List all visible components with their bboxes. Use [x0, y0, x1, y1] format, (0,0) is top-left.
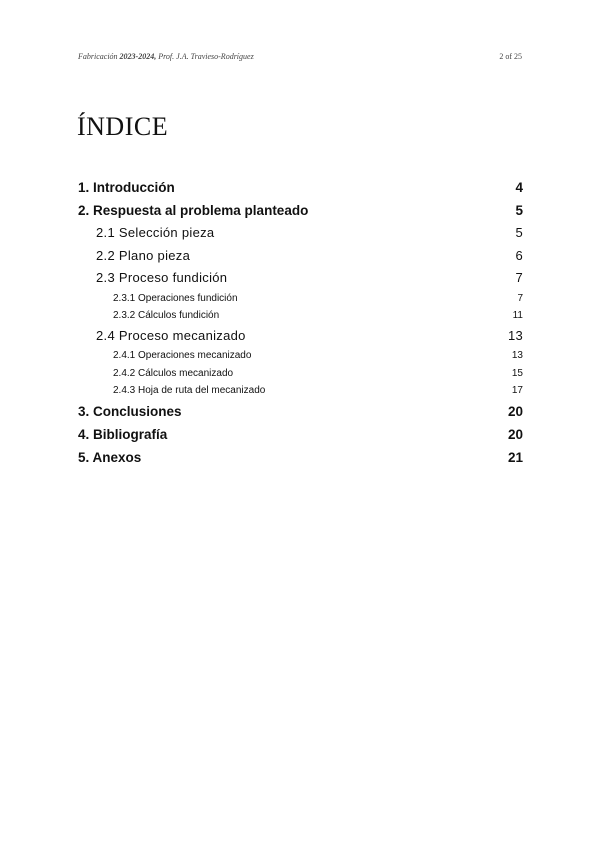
toc-entry-page: 20 [507, 426, 523, 442]
toc-entry-page: 6 [515, 247, 523, 263]
table-of-contents [78, 176, 523, 469]
toc-entry-label: 1. Introducción [78, 180, 175, 195]
header-professor: Prof. J.A. Travieso-Rodríguez [158, 52, 254, 61]
toc-entry-page: 13 [511, 350, 523, 361]
toc-entry-page: 5 [515, 203, 523, 218]
toc-entry-page: 5 [515, 225, 523, 240]
toc-entry-label: 2.4.3 Hoja de ruta del mecanizado [113, 385, 266, 396]
toc-entry-label: 2.4.1 Operaciones mecanizado [113, 350, 252, 361]
header-page-count: 2 of 25 [499, 52, 522, 61]
toc-entry-page: 15 [511, 367, 523, 379]
toc-entry[interactable] [78, 222, 523, 245]
toc-entry[interactable] [78, 290, 523, 308]
toc-entry-page: 7 [515, 270, 523, 285]
header-left [78, 52, 254, 61]
toc-entry-page: 4 [515, 180, 523, 195]
toc-entry[interactable] [78, 176, 523, 199]
toc-entry-label: 2.4.2 Cálculos mecanizado [113, 367, 234, 379]
toc-entry[interactable] [78, 267, 523, 290]
toc-entry[interactable] [78, 423, 523, 446]
toc-entry-label: 2.3.2 Cálculos fundición [113, 310, 220, 321]
toc-entry-label: 2. Respuesta al problema planteado [78, 203, 309, 218]
toc-entry-label: 2.1 Selección pieza [96, 225, 215, 240]
toc-entry-label: 2.2 Plano pieza [96, 247, 191, 263]
toc-entry[interactable] [78, 199, 523, 222]
toc-entry[interactable] [78, 400, 523, 423]
toc-entry[interactable] [78, 347, 523, 365]
toc-entry[interactable] [78, 365, 523, 383]
page-header [78, 52, 522, 66]
toc-entry-label: 2.3 Proceso fundición [96, 270, 228, 285]
toc-entry-page: 7 [517, 292, 523, 304]
toc-entry-label: 2.3.1 Operaciones fundición [113, 292, 238, 304]
toc-entry[interactable] [78, 382, 523, 400]
toc-entry[interactable] [78, 446, 523, 469]
header-course: Fabricación [78, 52, 118, 61]
toc-entry[interactable] [78, 325, 523, 348]
toc-entry[interactable] [78, 307, 523, 325]
toc-entry-page: 11 [512, 310, 523, 321]
toc-entry[interactable] [78, 245, 523, 268]
toc-entry-page: 17 [511, 385, 523, 396]
toc-entry-label: 2.4 Proceso mecanizado [96, 327, 246, 343]
page-title: ÍNDICE [77, 112, 169, 141]
toc-entry-label: 3. Conclusiones [78, 403, 182, 419]
toc-entry-page: 21 [507, 449, 523, 465]
toc-entry-label: 5. Anexos [78, 449, 142, 465]
toc-entry-page: 20 [507, 403, 523, 419]
toc-entry-label: 4. Bibliografía [78, 426, 168, 442]
toc-entry-page: 13 [507, 327, 523, 343]
header-year: 2023-2024, [119, 52, 157, 61]
